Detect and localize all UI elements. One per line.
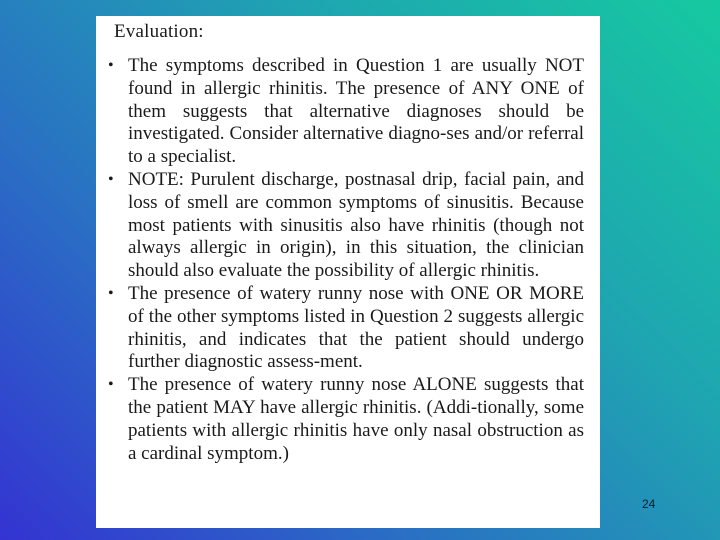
bullet-icon: •: [108, 57, 114, 74]
list-item-text: The symptoms described in Question 1 are usually NOT found in allergic rhinitis. The presence of ANY ONE of them suggests that alternative diagnoses should be investigated. Consider alternative diagno-ses and/or referral to a specialist.: [128, 55, 584, 168]
list-item: [108, 374, 584, 465]
bullet-icon: •: [108, 376, 114, 394]
slide-number: 24: [642, 497, 656, 511]
section-heading: Evaluation:: [114, 21, 204, 42]
list-item: [108, 169, 584, 283]
list-item-text: The presence of watery runny nose ALONE suggests that the patient MAY have allergic rhinitis. (Addi-tionally, some patients with allergic rhinitis have only nasal obstruction as a cardinal symptom.): [128, 374, 584, 464]
bullet-icon: •: [108, 170, 114, 188]
bullet-list: [108, 55, 584, 465]
bullet-icon: •: [108, 284, 114, 302]
list-item-text: The presence of watery runny nose with ONE OR MORE of the other symptoms listed in Question 2 suggests allergic rhinitis, and indicates that the patient should undergo further diagnostic assess-ment.: [128, 282, 584, 373]
list-item: [108, 283, 584, 374]
list-item: [108, 55, 584, 169]
list-item-text: NOTE: Purulent discharge, postnasal drip, facial pain, and loss of smell are common symptoms of sinusitis. Because most patients with sinusitis also have rhinitis (though not always allergic in origin), in this situation, the clinician should also evaluate the possibility of allergic rhinitis.: [128, 168, 584, 282]
document-page: [96, 16, 600, 528]
